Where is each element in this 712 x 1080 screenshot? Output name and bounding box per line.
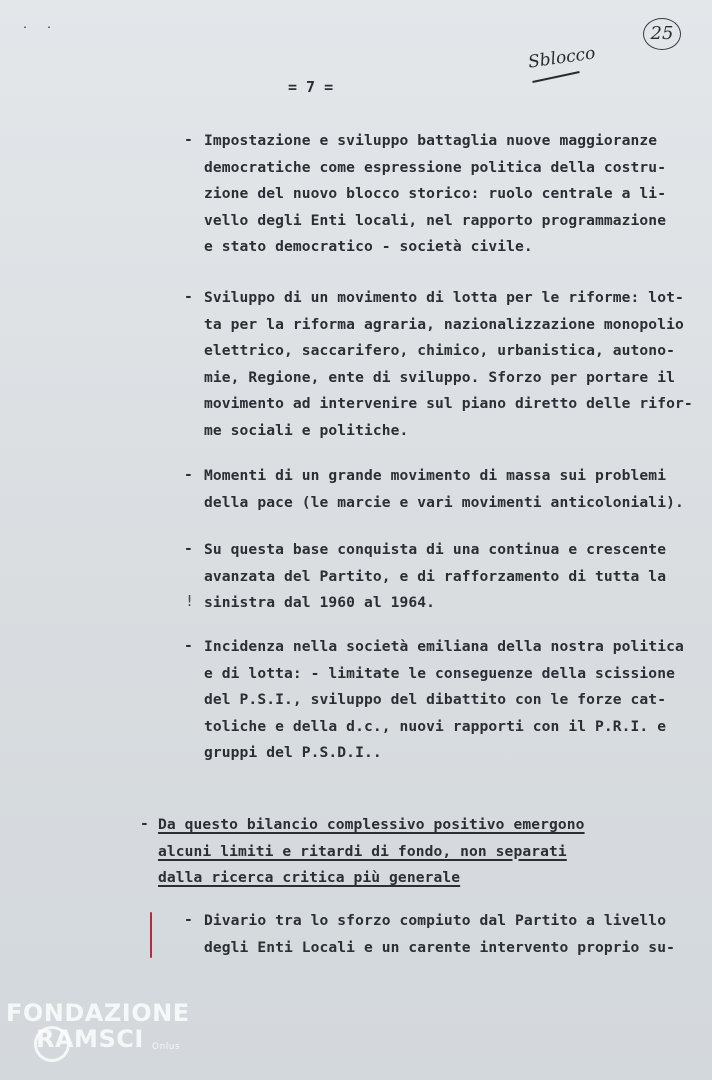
text-line: degli Enti Locali e un carente intervento proprio su- [204, 938, 675, 956]
bullet-paragraph [204, 285, 693, 444]
bullet-dash: - [184, 637, 193, 654]
watermark-line1: FONDAZIONE [6, 999, 190, 1027]
text-line: e di lotta: - limitate le conseguenze della scissione [204, 664, 675, 682]
corner-marks: . . [22, 20, 59, 31]
text-line: Divario tra lo sforzo compiuto dal Partito a livello [204, 912, 667, 929]
text-line: democratiche come espressione politica della costru- [204, 158, 667, 176]
bullet-paragraph [204, 537, 666, 617]
watermark-line2: RAMSCI [36, 1025, 144, 1053]
margin-mark: ! [185, 592, 195, 610]
bullet-dash: - [184, 911, 193, 928]
text-line: movimento ad intervenire sul piano diretto delle rifor- [204, 395, 693, 412]
handwritten-note: Sblocco [526, 43, 597, 73]
bullet-dash: - [184, 288, 193, 305]
text-line: Su questa base conquista di una continua e crescente [204, 541, 667, 558]
text-line: Da questo bilancio complessivo positivo emergono [158, 816, 585, 833]
page-heading: = 7 = [288, 78, 334, 96]
bullet-paragraph [204, 128, 666, 261]
section-heading [158, 812, 585, 892]
text-line: dalla ricerca critica più generale [158, 869, 461, 886]
text-line: toliche e della d.c., nuovi rapporti con il P.R.I. e [204, 717, 667, 735]
bullet-dash: - [184, 466, 193, 483]
bullet-paragraph [204, 463, 684, 516]
section-dash: - [140, 815, 149, 832]
circled-page-number: 25 [643, 18, 681, 50]
bullet-dash: - [184, 131, 193, 148]
text-line: ta per la riforma agraria, nazionalizzazione monopolio [204, 315, 684, 333]
text-line: alcuni limiti e ritardi di fondo, non separati [158, 842, 567, 860]
watermark-g-logo-icon [34, 1026, 70, 1062]
bullet-dash: - [184, 540, 193, 557]
text-line: della pace (le marcie e vari movimenti anticoloniali). [204, 493, 684, 511]
text-line: elettrico, saccarifero, chimico, urbanistica, autono- [204, 342, 675, 359]
text-line: Incidenza nella società emiliana della nostra politica [204, 638, 684, 655]
text-line: avanzata del Partito, e di rafforzamento di tutta la [204, 567, 667, 585]
text-line: del P.S.I., sviluppo del dibattito con le forze cat- [204, 691, 667, 708]
bullet-paragraph [204, 634, 684, 767]
text-line: Sviluppo di un movimento di lotta per le riforme: lot- [204, 289, 684, 306]
text-line: gruppi del P.S.D.I.. [204, 744, 382, 761]
red-margin-mark [150, 912, 152, 958]
fondazione-gramsci-watermark [6, 1000, 190, 1052]
watermark-sub: Onlus [152, 1042, 181, 1052]
text-line: me sociali e politiche. [204, 421, 409, 439]
text-line: vello degli Enti locali, nel rapporto programmazione [204, 211, 667, 229]
handwritten-underline [532, 71, 579, 83]
text-line: mie, Regione, ente di sviluppo. Sforzo per portare il [204, 368, 675, 386]
bullet-paragraph [204, 908, 675, 961]
text-line: Momenti di un grande movimento di massa sui problemi [204, 467, 667, 484]
text-line: Impostazione e sviluppo battaglia nuove maggioranze [204, 132, 658, 149]
text-line: e stato democratico - società civile. [204, 238, 533, 255]
text-line: zione del nuovo blocco storico: ruolo centrale a li- [204, 185, 667, 202]
text-line: sinistra dal 1960 al 1964. [204, 594, 436, 611]
